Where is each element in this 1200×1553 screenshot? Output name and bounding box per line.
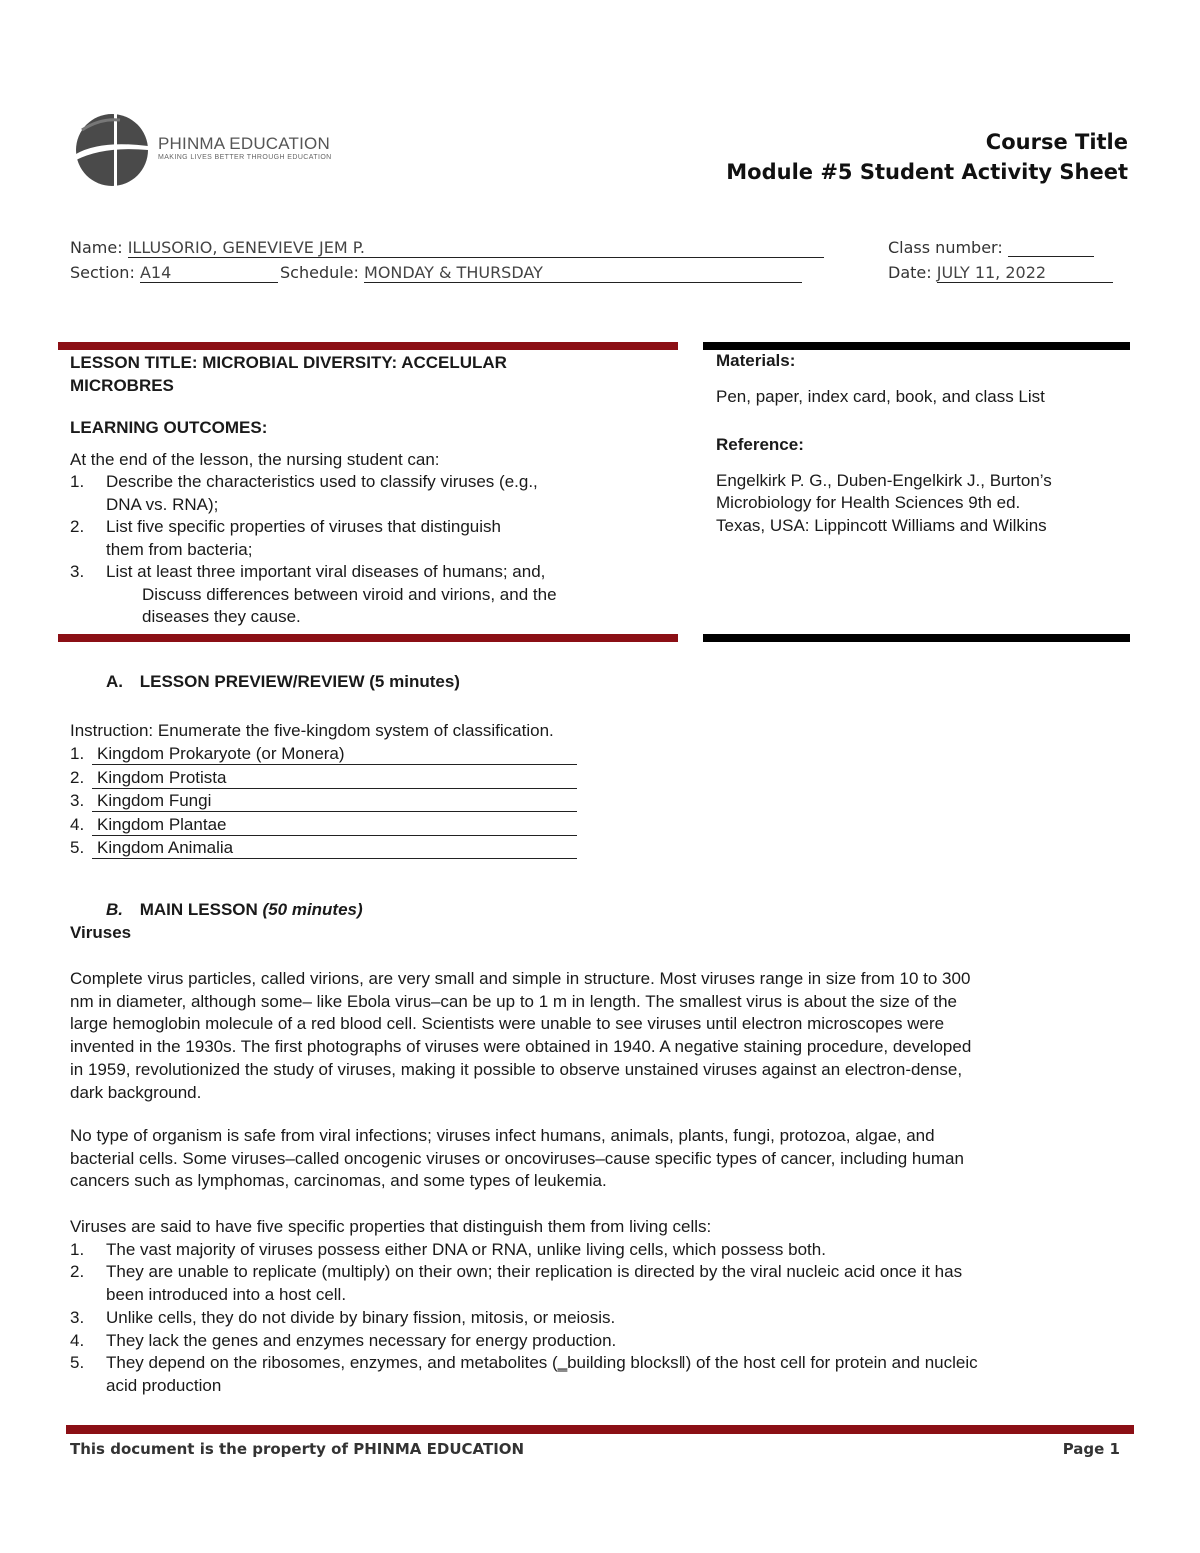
answer-row: 5. Kingdom Animalia [70, 837, 577, 861]
date-label: Date: [888, 263, 932, 282]
section-a-letter: A. [106, 672, 123, 691]
lesson-box [70, 352, 670, 629]
class-number-label: Class number: [888, 238, 1003, 257]
answer-row: 3. Kingdom Fungi [70, 790, 577, 814]
section-a-title: LESSON PREVIEW/REVIEW (5 minutes) [139, 672, 460, 691]
footer-property-text: This document is the property of PHINMA EDUCATION [70, 1440, 525, 1458]
logo-tagline: MAKING LIVES BETTER THROUGH EDUCATION [158, 154, 332, 161]
section-a-heading [106, 671, 460, 694]
date-value[interactable]: JULY 11, 2022 [937, 263, 1113, 283]
class-number-value[interactable] [1008, 238, 1094, 257]
list-item: 1. Describe the characteristics used to classify viruses (e.g., DNA vs. RNA); [70, 472, 538, 514]
lesson-title: LESSON TITLE: MICROBIAL DIVERSITY: ACCELULAR MICROBRES [70, 353, 507, 395]
class-number-field [888, 238, 1094, 257]
course-title: Course Title [985, 130, 1128, 154]
name-label: Name: [70, 238, 123, 257]
reference-line-3: Texas, USA: Lippincott Williams and Wilkins [716, 515, 1047, 535]
sheet-title: Module #5 Student Activity Sheet [726, 160, 1128, 184]
reference-line-1: Engelkirk P. G., Duben-Engelkirk J., Burton’s [716, 470, 1052, 490]
list-item: 1. The vast majority of viruses possess either DNA or RNA, unlike living cells, which possess both. [70, 1239, 826, 1259]
list-item: 4. They lack the genes and enzymes necessary for energy production. [70, 1330, 617, 1350]
section-label: Section: [70, 263, 135, 282]
list-item: 5. They depend on the ribosomes, enzymes, and metabolites (‗building blocks‖) of the host cell for protein and nucleic acid production [70, 1353, 978, 1395]
section-a-instruction: Instruction: Enumerate the five-kingdom system of classification. [70, 721, 554, 740]
list-item: 3. List at least three important viral diseases of humans; and, Discuss differences between viroid and virions, and the diseases they cause. [70, 562, 557, 626]
properties-list [70, 1239, 1140, 1398]
name-value[interactable]: ILLUSORIO, GENEVIEVE JEM P. [128, 238, 824, 258]
properties-section [70, 1216, 1140, 1398]
section-field [70, 263, 278, 283]
viruses-subheading: Viruses [70, 923, 132, 942]
answer-field[interactable]: Kingdom Fungi [92, 790, 577, 812]
materials-box-top-bar [703, 342, 1130, 350]
header-titles [726, 127, 1128, 187]
schedule-label: Schedule: [280, 263, 359, 282]
outcomes-intro: At the end of the lesson, the nursing student can: [70, 449, 440, 469]
list-item: 2. List five specific properties of viruses that distinguish them from bacteria; [70, 517, 501, 559]
materials-text: Pen, paper, index card, book, and class List [716, 386, 1045, 406]
phinma-logo [70, 110, 340, 190]
list-item: 2. They are unable to replicate (multiply) on their own; their replication is directed by the viral nucleic acid once it has been introduced into a host cell. [70, 1262, 963, 1305]
paragraph-infections: No type of organism is safe from viral infections; viruses infect humans, animals, plants, fungi, protozoa, algae, and bacterial cells. Some viruses–called oncogenic viruses or oncoviruses–cause specific types of cancer, including human cancers such as lymphomas, carcinomas, and some types of leukemia. [70, 1126, 964, 1191]
schedule-field [280, 263, 802, 283]
answer-field[interactable]: Kingdom Plantae [92, 814, 577, 836]
section-b-heading [106, 899, 363, 922]
section-b-title: MAIN LESSON [139, 900, 258, 919]
answer-row: 1. Kingdom Prokaryote (or Monera) [70, 743, 577, 767]
learning-outcomes-heading: LEARNING OUTCOMES: [70, 418, 268, 437]
materials-box [716, 350, 1126, 537]
kingdom-answers [70, 743, 577, 861]
section-value[interactable]: A14 [140, 263, 278, 283]
section-b-duration: (50 minutes) [262, 900, 363, 919]
logo-name: PHINMA EDUCATION [158, 134, 330, 153]
paragraph-virions: Complete virus particles, called virions, are very small and simple in structure. Most viruses range in size from 10 to 300 nm in diameter, although some– like Ebola virus–can be up to 1 m in length. The smallest virus is about the size of the large hemoglobin molecule of a red blood cell. Scientists were unable to see viruses until electron microscopes were invented in the 1930s. The first photographs of viruses were obtained in 1940. A negative staining procedure, developed in 1959, revolutionized the study of viruses, making it possible to observe unstained viruses against an electron-dense, dark background. [70, 969, 972, 1102]
logo-globe-icon [70, 110, 152, 190]
footer-bar [66, 1425, 1134, 1434]
answer-field[interactable]: Kingdom Animalia [92, 837, 577, 859]
answer-row: 4. Kingdom Plantae [70, 814, 577, 838]
date-field [888, 263, 1113, 283]
reference-line-2: Microbiology for Health Sciences 9th ed. [716, 493, 1021, 512]
name-field [70, 238, 824, 258]
lesson-box-bottom-bar [58, 634, 678, 642]
properties-intro: Viruses are said to have five specific properties that distinguish them from living cells: [70, 1217, 712, 1236]
answer-field[interactable]: Kingdom Protista [92, 767, 577, 789]
list-item: 3. Unlike cells, they do not divide by binary fission, mitosis, or meiosis. [70, 1307, 616, 1327]
outcomes-list [70, 471, 670, 629]
lesson-box-top-bar [58, 342, 678, 350]
section-b-letter: B. [106, 900, 123, 919]
schedule-value[interactable]: MONDAY & THURSDAY [364, 263, 802, 283]
page-number: Page 1 [1062, 1440, 1120, 1458]
materials-heading: Materials: [716, 351, 796, 370]
answer-row: 2. Kingdom Protista [70, 767, 577, 791]
reference-heading: Reference: [716, 435, 804, 454]
answer-field[interactable]: Kingdom Prokaryote (or Monera) [92, 743, 577, 765]
materials-box-bottom-bar [703, 634, 1130, 642]
